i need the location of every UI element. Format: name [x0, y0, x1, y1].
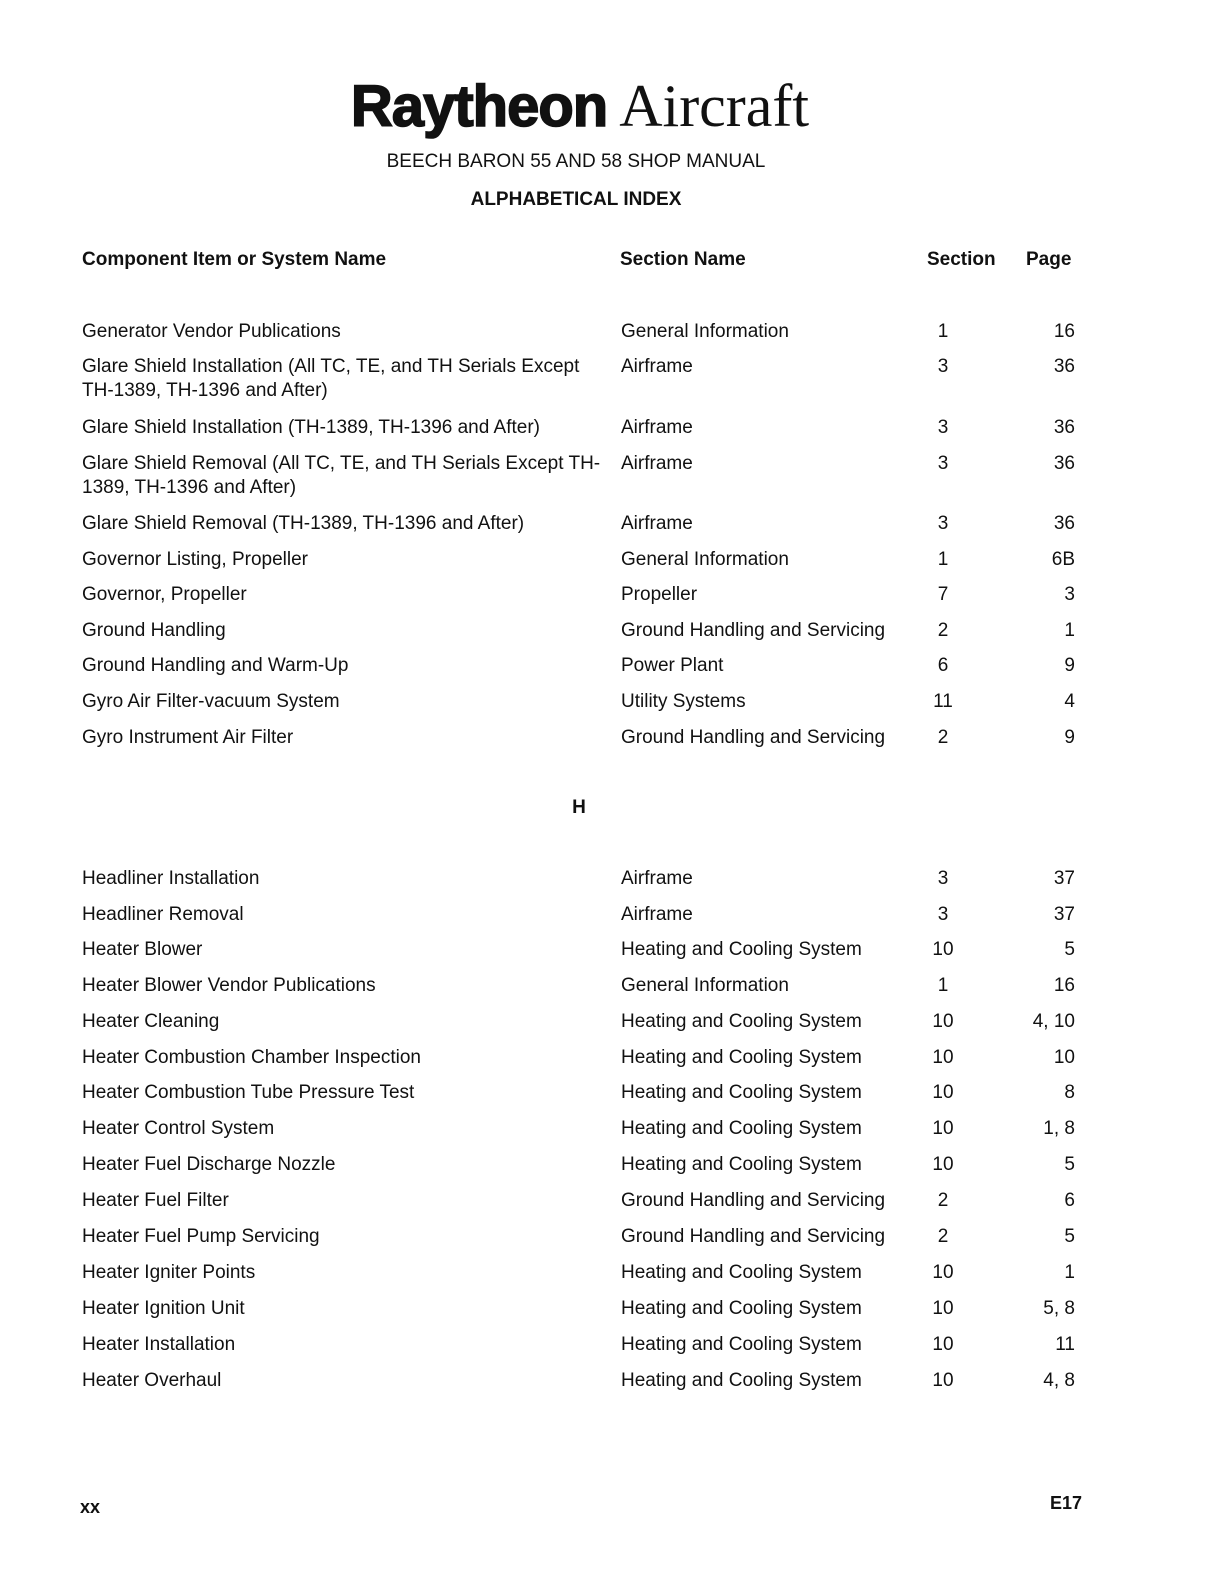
entry-page-number: 37 — [1053, 904, 1075, 925]
entry-section-name: Heating and Cooling System — [621, 1047, 862, 1068]
entry-page-number: 16 — [1053, 321, 1075, 342]
entry-name: Heater Blower Vendor Publications — [82, 975, 376, 996]
entry-page-number: 5 — [1064, 1226, 1075, 1247]
entry-section-number: 2 — [937, 727, 949, 748]
entry-section-number: 1 — [937, 549, 949, 570]
entry-name: Headliner Installation — [82, 868, 260, 889]
entry-page-number: 1 — [1064, 1262, 1075, 1283]
entry-section-number: 2 — [937, 620, 949, 641]
entry-section-name: Ground Handling and Servicing — [621, 1226, 886, 1247]
entry-section-name: Airframe — [621, 356, 693, 377]
entry-section-number: 10 — [932, 1154, 954, 1175]
entry-page-number: 6B — [1051, 549, 1075, 570]
entry-section-number: 11 — [933, 691, 953, 712]
entry-name: Heater Fuel Discharge Nozzle — [82, 1154, 336, 1175]
column-header-section-name: Section Name — [620, 249, 746, 270]
entry-name: Heater Control System — [82, 1118, 275, 1139]
entry-section-number: 3 — [937, 417, 949, 438]
entry-section-number: 10 — [932, 1118, 954, 1139]
entry-page-number: 16 — [1053, 975, 1075, 996]
entry-page-number: 8 — [1064, 1082, 1075, 1103]
entry-page-number: 1, 8 — [1043, 1118, 1075, 1139]
entry-page-number: 36 — [1053, 513, 1075, 534]
entry-name: Ground Handling and Warm-Up — [82, 655, 349, 676]
entry-section-name: Power Plant — [621, 655, 724, 676]
entry-page-number: 11 — [1055, 1334, 1075, 1355]
entry-section-name: Ground Handling and Servicing — [621, 1190, 886, 1211]
entry-section-name: Ground Handling and Servicing — [621, 620, 886, 641]
entry-page-number: 9 — [1064, 727, 1075, 748]
entry-section-number: 3 — [937, 904, 949, 925]
entry-section-number: 6 — [937, 655, 949, 676]
column-header-component: Component Item or System Name — [82, 249, 387, 270]
entry-page-number: 3 — [1064, 584, 1075, 605]
entry-page-number: 36 — [1053, 356, 1075, 377]
logo — [0, 74, 1160, 154]
entry-page-number: 5 — [1064, 939, 1075, 960]
entry-section-name: Airframe — [621, 904, 693, 925]
entry-name: Glare Shield Installation (All TC, TE, and TH Serials Except TH-1389, TH-1396 and After) — [82, 356, 580, 401]
entry-name: Glare Shield Removal (All TC, TE, and TH Serials Except TH-1389, TH-1396 and After) — [82, 453, 601, 498]
entry-page-number: 5 — [1064, 1154, 1075, 1175]
entry-section-number: 1 — [937, 975, 949, 996]
entry-section-name: General Information — [621, 549, 789, 570]
entry-name: Heater Blower — [82, 939, 203, 960]
entry-name: Heater Combustion Chamber Inspection — [82, 1047, 422, 1068]
entry-page-number: 4, 10 — [1032, 1011, 1075, 1032]
entry-section-number: 10 — [932, 939, 954, 960]
entry-name: Heater Fuel Pump Servicing — [82, 1226, 320, 1247]
entry-section-number: 3 — [937, 453, 949, 474]
entry-section-name: Heating and Cooling System — [621, 1262, 862, 1283]
entry-name: Heater Installation — [82, 1334, 236, 1355]
entry-page-number: 1 — [1064, 620, 1075, 641]
entry-section-name: Propeller — [621, 584, 698, 605]
page-number-right: E17 — [1050, 1493, 1083, 1513]
entry-section-number: 2 — [937, 1190, 949, 1211]
entry-section-number: 10 — [932, 1047, 954, 1068]
manual-title: BEECH BARON 55 AND 58 SHOP MANUAL — [386, 151, 766, 172]
entry-name: Generator Vendor Publications — [82, 321, 341, 342]
logo-brand: Raytheon — [350, 74, 608, 139]
entry-section-number: 2 — [937, 1226, 949, 1247]
column-header-page: Page — [1026, 249, 1072, 270]
entry-section-name: Heating and Cooling System — [621, 1370, 862, 1391]
entry-section-name: Airframe — [621, 513, 693, 534]
entry-section-name: General Information — [621, 975, 789, 996]
entry-section-number: 7 — [937, 584, 949, 605]
letter-divider-h: H — [572, 797, 586, 818]
entry-name: Heater Fuel Filter — [82, 1190, 229, 1211]
entry-name: Gyro Air Filter-vacuum System — [82, 691, 340, 712]
entry-section-number: 3 — [937, 356, 949, 377]
entry-name: Heater Combustion Tube Pressure Test — [82, 1082, 415, 1103]
entry-page-number: 9 — [1064, 655, 1075, 676]
entry-page-number: 10 — [1053, 1047, 1075, 1068]
entry-name: Heater Cleaning — [82, 1011, 220, 1032]
entry-name: Heater Igniter Points — [82, 1262, 256, 1283]
entry-page-number: 37 — [1053, 868, 1075, 889]
entry-page-number: 4, 8 — [1043, 1370, 1075, 1391]
entry-section-number: 10 — [932, 1298, 954, 1319]
entry-name: Gyro Instrument Air Filter — [82, 727, 294, 748]
entry-name: Ground Handling — [82, 620, 226, 641]
entry-section-name: Ground Handling and Servicing — [621, 727, 886, 748]
entry-section-name: Heating and Cooling System — [621, 1334, 862, 1355]
entry-name: Heater Overhaul — [82, 1370, 222, 1391]
entry-page-number: 5, 8 — [1043, 1298, 1075, 1319]
entry-section-number: 3 — [937, 513, 949, 534]
entry-page-number: 4 — [1064, 691, 1075, 712]
entry-section-name: Heating and Cooling System — [621, 939, 862, 960]
entry-section-name: Heating and Cooling System — [621, 1082, 862, 1103]
entry-section-number: 10 — [932, 1370, 954, 1391]
entry-section-name: General Information — [621, 321, 789, 342]
entry-section-name: Airframe — [621, 453, 693, 474]
entry-section-number: 1 — [937, 321, 949, 342]
page-number-left: xx — [80, 1497, 101, 1517]
entry-name: Glare Shield Removal (TH-1389, TH-1396 and After) — [82, 513, 525, 534]
entry-section-name: Heating and Cooling System — [621, 1154, 862, 1175]
entry-section-name: Heating and Cooling System — [621, 1298, 862, 1319]
entry-page-number: 6 — [1064, 1190, 1075, 1211]
entry-name: Heater Ignition Unit — [82, 1298, 245, 1319]
column-header-section: Section — [927, 249, 996, 270]
entry-name: Governor Listing, Propeller — [82, 549, 308, 570]
entry-section-name: Utility Systems — [621, 691, 746, 712]
logo-subtitle: Aircraft — [619, 73, 810, 139]
entry-section-number: 10 — [932, 1262, 954, 1283]
entry-name: Glare Shield Installation (TH-1389, TH-1396 and After) — [82, 417, 540, 438]
entry-name: Headliner Removal — [82, 904, 244, 925]
index-heading: ALPHABETICAL INDEX — [470, 189, 682, 210]
entry-page-number: 36 — [1053, 417, 1075, 438]
entry-section-number: 3 — [937, 868, 949, 889]
entry-section-number: 10 — [932, 1082, 954, 1103]
entry-section-name: Airframe — [621, 417, 693, 438]
entry-section-name: Airframe — [621, 868, 693, 889]
entry-name: Governor, Propeller — [82, 584, 247, 605]
entry-section-number: 10 — [932, 1334, 954, 1355]
entry-section-number: 10 — [932, 1011, 954, 1032]
entry-section-name: Heating and Cooling System — [621, 1118, 862, 1139]
entry-section-name: Heating and Cooling System — [621, 1011, 862, 1032]
entry-page-number: 36 — [1053, 453, 1075, 474]
